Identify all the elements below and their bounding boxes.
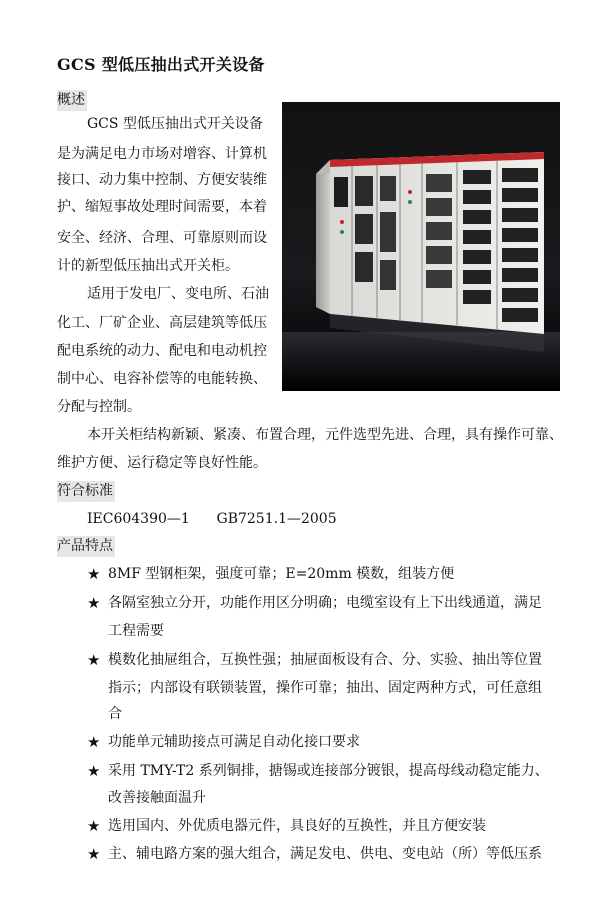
overview-para3-line-2: 维护方便、运行稳定等良好性能。: [57, 455, 267, 471]
feature-text-7-line-1: 主、辅电路方案的强大组合，满足发电、供电、变电站（所）等低压系: [108, 846, 542, 862]
overview-para2-line-5: 分配与控制。: [57, 399, 141, 415]
overview-para2-line-1: 适用于发电厂、变电所、石油: [87, 286, 269, 302]
standards-heading: 符合标准: [57, 481, 115, 502]
overview-para2-line-3: 配电系统的动力、配电和电动机控: [57, 343, 267, 359]
feature-text-5-line-2: 改善接触面温升: [108, 790, 206, 806]
product-photo: [282, 102, 560, 391]
feature-text-2-line-1: 各隔室独立分开，功能作用区分明确；电缆室设有上下出线通道，满足: [108, 595, 542, 611]
overview-para1-line-1: GCS 型低压抽出式开关设备: [87, 116, 263, 132]
overview-para1-line-2: 是为满足电力市场对增容、计算机: [57, 146, 267, 162]
overview-heading: 概述: [57, 90, 87, 111]
feature-text-2-line-2: 工程需要: [108, 623, 164, 639]
document-title: GCS 型低压抽出式开关设备: [57, 55, 265, 74]
star-bullet-icon: ★: [87, 817, 101, 835]
overview-para2-line-4: 制中心、电容补偿等的电能转换、: [57, 371, 267, 387]
overview-para1-line-5: 安全、经济、合理、可靠原则而设: [57, 230, 267, 246]
overview-para1-line-4: 护、缩短事故处理时间需要，本着: [57, 199, 267, 215]
feature-text-4-line-1: 功能单元辅助接点可满足自动化接口要求: [108, 734, 360, 750]
feature-text-1-line-1: 8MF 型钢柜架，强度可靠；E=20mm 模数，组装方便: [108, 566, 455, 582]
feature-text-3-line-3: 合: [108, 706, 122, 722]
overview-para1-line-3: 接口、动力集中控制、方便安装维: [57, 172, 267, 188]
standards-text: IEC604390—1 GB7251.1—2005: [87, 511, 337, 527]
overview-para1-line-6: 计的新型低压抽出式开关柜。: [57, 258, 239, 274]
star-bullet-icon: ★: [87, 762, 101, 780]
star-bullet-icon: ★: [87, 565, 101, 583]
star-bullet-icon: ★: [87, 594, 101, 612]
switchgear-cabinet-image: [282, 102, 560, 391]
overview-para2-line-2: 化工、厂矿企业、高层建筑等低压: [57, 315, 267, 331]
star-bullet-icon: ★: [87, 733, 101, 751]
feature-text-5-line-1: 采用 TMY-T2 系列铜排，搪锡或连接部分镀银，提高母线动稳定能力、: [108, 763, 549, 779]
feature-text-3-line-2: 指示；内部设有联锁装置，操作可靠；抽出、固定两种方式，可任意组: [108, 680, 542, 696]
feature-text-6-line-1: 选用国内、外优质电器元件，具良好的互换性，并且方便安装: [108, 818, 486, 834]
star-bullet-icon: ★: [87, 845, 101, 863]
feature-text-3-line-1: 模数化抽屉组合，互换性强；抽屉面板设有合、分、实验、抽出等位置: [108, 652, 542, 668]
star-bullet-icon: ★: [87, 651, 101, 669]
overview-para3-line-1: 本开关柜结构新颖、紧凑、布置合理，元件选型先进、合理，具有操作可靠、: [87, 427, 563, 443]
features-heading: 产品特点: [57, 536, 115, 557]
